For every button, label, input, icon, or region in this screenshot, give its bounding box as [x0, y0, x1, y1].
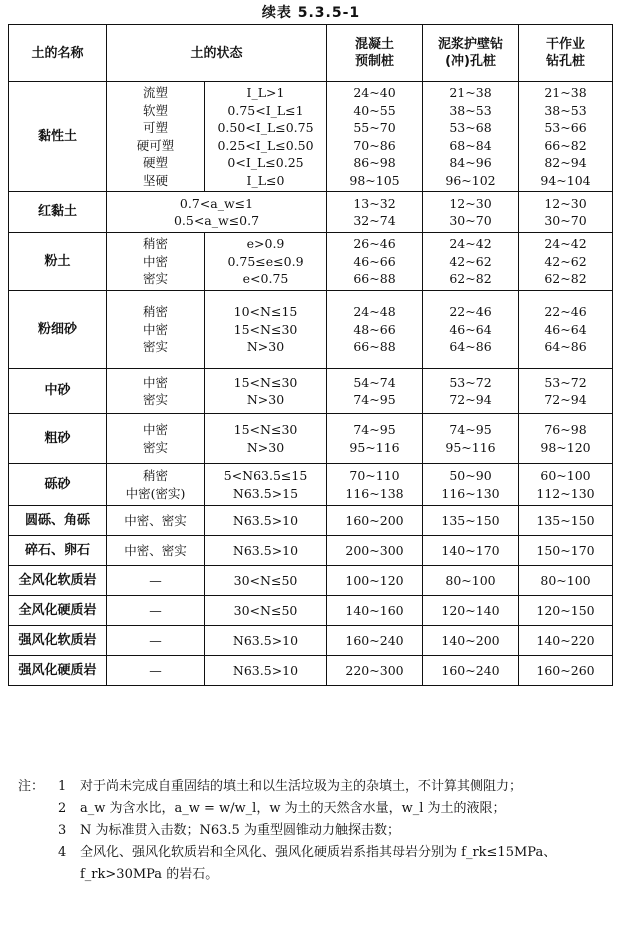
- slurry-value-cell-line: 72~94: [449, 392, 492, 407]
- slurry-value-cell: [423, 192, 519, 233]
- dry-value-cell-line: 53~66: [544, 120, 587, 135]
- soil-name-cell-line: 粉土: [44, 253, 71, 269]
- dry-value-cell-line: 72~94: [544, 392, 587, 407]
- dry-value-cell: [519, 596, 613, 626]
- soil-condition-cell-line: I_L>1: [246, 85, 285, 100]
- table-row: [9, 82, 613, 192]
- header-slurry-line-1: 泥浆护壁钻: [438, 37, 504, 52]
- note-item: [18, 842, 618, 886]
- soil-condition-cell-line: 0.5<a_w≤0.7: [173, 213, 260, 228]
- soil-condition-cell: [205, 369, 327, 414]
- precast-value-cell-line: 54~74: [353, 374, 396, 390]
- notes-section: [18, 776, 618, 886]
- soil-condition-cell-line: N>30: [246, 392, 285, 407]
- table-row: [9, 192, 613, 233]
- soil-name-cell-line: 全风化硬质岩: [18, 602, 97, 618]
- slurry-value-cell-line: 140~170: [441, 542, 500, 558]
- slurry-value-cell-line: 140~200: [441, 632, 500, 648]
- slurry-value-cell-line: 96~102: [445, 172, 496, 188]
- soil-state-cell-line: —: [149, 632, 162, 648]
- soil-state-cell-line: 中密、密实: [124, 542, 187, 558]
- soil-name-cell: [9, 626, 107, 656]
- data-table: [8, 24, 613, 686]
- dry-value-cell-line: 80~100: [540, 572, 591, 588]
- precast-value-cell-line: 24~40: [353, 85, 396, 100]
- soil-state-cell-line: 中密(密实): [125, 485, 186, 501]
- soil-state-cell: [107, 566, 205, 596]
- slurry-value-cell-line: 120~140: [441, 602, 500, 618]
- dry-value-cell-line: 21~38: [544, 85, 587, 100]
- precast-value-cell-line: 46~66: [353, 253, 396, 269]
- dry-value-cell: [519, 626, 613, 656]
- note-number: 3: [58, 823, 67, 838]
- precast-value-cell-line: 140~160: [345, 602, 404, 618]
- precast-value-cell: [327, 596, 423, 626]
- table-row: [9, 414, 613, 464]
- soil-state-cell: [107, 596, 205, 626]
- precast-value-cell-line: 26~46: [353, 236, 396, 252]
- table-row: [9, 233, 613, 291]
- soil-name-cell: [9, 506, 107, 536]
- slurry-value-cell-line: 64~86: [449, 339, 492, 355]
- dry-value-cell-line: 12~30: [544, 195, 587, 211]
- dry-value-cell: [519, 566, 613, 596]
- soil-state-cell-line: 稍密: [142, 236, 168, 252]
- soil-condition-cell-line: I_L≤0: [246, 172, 285, 188]
- soil-condition-cell: [205, 506, 327, 536]
- soil-name-cell-line: 强风化硬质岩: [18, 662, 97, 678]
- soil-state-cell-line: 密实: [142, 392, 168, 407]
- soil-condition-cell-line: 0<I_L≤0.25: [227, 155, 304, 170]
- soil-state-cell-line: 软塑: [142, 102, 168, 118]
- header-soil-name: 土的名称: [9, 25, 107, 82]
- soil-condition-cell-line: N63.5>10: [232, 512, 299, 528]
- table-row: [9, 536, 613, 566]
- table-row: [9, 291, 613, 369]
- precast-value-cell-line: 66~88: [353, 271, 396, 287]
- soil-condition-cell-line: 30<N≤50: [233, 602, 298, 618]
- soil-condition-cell: [205, 536, 327, 566]
- slurry-value-cell-line: 38~53: [449, 102, 492, 118]
- soil-name-cell: [9, 566, 107, 596]
- soil-name-cell: [9, 464, 107, 506]
- soil-state-cell-line: 流塑: [142, 85, 168, 100]
- soil-state-cell-line: 密实: [142, 271, 168, 287]
- soil-name-cell: [9, 656, 107, 686]
- header-slurry-line-2: (冲)孔桩: [445, 54, 496, 69]
- soil-condition-cell-line: e>0.9: [246, 236, 285, 252]
- soil-state-cell-line: 密实: [142, 339, 168, 355]
- slurry-value-cell: [423, 464, 519, 506]
- soil-condition-cell-line: N>30: [246, 339, 285, 355]
- dry-value-cell: [519, 536, 613, 566]
- slurry-value-cell-line: 68~84: [449, 137, 492, 153]
- soil-name-cell-line: 中砂: [44, 383, 71, 399]
- soil-name-cell: [9, 192, 107, 233]
- soil-condition-cell: [107, 192, 327, 233]
- precast-value-cell-line: 48~66: [353, 321, 396, 337]
- soil-name-cell: [9, 233, 107, 291]
- dry-value-cell: [519, 369, 613, 414]
- slurry-value-cell-line: 53~72: [449, 374, 492, 390]
- note-text: N 为标准贯入击数；N63.5 为重型圆锥动力触探击数；: [80, 823, 400, 838]
- soil-condition-cell-line: 0.75<I_L≤1: [227, 102, 304, 118]
- dry-value-cell: [519, 291, 613, 369]
- soil-name-cell-line: 粉细砂: [37, 321, 77, 337]
- soil-state-cell-line: 坚硬: [142, 172, 168, 188]
- note-item: [18, 798, 618, 820]
- soil-condition-cell-line: 30<N≤50: [233, 572, 298, 588]
- precast-value-cell: [327, 291, 423, 369]
- soil-condition-cell: [205, 464, 327, 506]
- slurry-value-cell-line: 53~68: [449, 120, 492, 135]
- soil-condition-cell-line: 0.7<a_w≤1: [179, 195, 254, 211]
- soil-state-cell: [107, 656, 205, 686]
- precast-value-cell: [327, 82, 423, 192]
- dry-value-cell-line: 53~72: [544, 374, 587, 390]
- soil-condition-cell-line: N63.5>15: [232, 485, 299, 501]
- soil-name-cell-line: 碎石、卵石: [24, 542, 90, 558]
- precast-value-cell-line: 32~74: [353, 213, 396, 228]
- soil-condition-cell-line: 5<N63.5≤15: [223, 468, 308, 483]
- soil-name-cell-line: 粗砂: [44, 430, 71, 446]
- dry-value-cell: [519, 656, 613, 686]
- header-dry-pile: [519, 25, 613, 82]
- soil-state-cell-line: —: [149, 572, 162, 588]
- soil-name-cell-line: 红黏土: [37, 204, 77, 220]
- soil-state-cell-line: 中密、密实: [124, 512, 187, 528]
- slurry-value-cell-line: 22~46: [449, 304, 492, 320]
- soil-state-cell: [107, 414, 205, 464]
- slurry-value-cell: [423, 656, 519, 686]
- precast-value-cell: [327, 369, 423, 414]
- precast-value-cell-line: 55~70: [353, 120, 396, 135]
- soil-state-cell-line: 稍密: [142, 468, 168, 483]
- slurry-value-cell-line: 74~95: [449, 422, 492, 437]
- table-row: [9, 596, 613, 626]
- soil-condition-cell-line: N63.5>10: [232, 662, 299, 678]
- soil-name-cell-line: 全风化软质岩: [18, 572, 97, 588]
- note-number: 4: [58, 845, 67, 860]
- dry-value-cell-line: 24~42: [544, 236, 587, 252]
- soil-state-cell-line: —: [149, 662, 162, 678]
- slurry-value-cell-line: 21~38: [449, 85, 492, 100]
- soil-condition-cell-line: 10<N≤15: [233, 304, 298, 320]
- soil-condition-cell: [205, 596, 327, 626]
- notes-label: 注：: [18, 779, 45, 794]
- table-row: [9, 656, 613, 686]
- slurry-value-cell-line: 62~82: [449, 271, 492, 287]
- dry-value-cell-line: 82~94: [544, 155, 587, 170]
- header-row: [9, 25, 613, 82]
- note-text: 全风化、强风化软质岩和全风化、强风化硬质岩系指其母岩分别为 f_rk≤15MPa、f_rk>30MPa 的岩石。: [80, 845, 557, 882]
- precast-value-cell-line: 160~240: [345, 632, 404, 648]
- dry-value-cell-line: 140~220: [536, 632, 595, 648]
- dry-value-cell-line: 42~62: [544, 253, 587, 269]
- slurry-value-cell: [423, 536, 519, 566]
- slurry-value-cell: [423, 414, 519, 464]
- dry-value-cell-line: 112~130: [536, 485, 595, 501]
- precast-value-cell: [327, 566, 423, 596]
- soil-name-cell: [9, 596, 107, 626]
- slurry-value-cell-line: 95~116: [445, 439, 496, 455]
- soil-state-cell-line: 中密: [142, 374, 168, 390]
- slurry-value-cell-line: 30~70: [449, 213, 492, 228]
- dry-value-cell-line: 60~100: [540, 468, 591, 483]
- dry-value-cell: [519, 506, 613, 536]
- precast-value-cell-line: 13~32: [353, 195, 396, 211]
- soil-condition-cell: [205, 626, 327, 656]
- note-item: [18, 776, 618, 798]
- soil-condition-cell-line: 0.50<I_L≤0.75: [217, 120, 314, 135]
- dry-value-cell-line: 120~150: [536, 602, 595, 618]
- precast-value-cell-line: 24~48: [353, 304, 396, 320]
- precast-value-cell-line: 95~116: [349, 439, 400, 455]
- soil-state-cell: [107, 464, 205, 506]
- precast-value-cell-line: 160~200: [345, 512, 404, 528]
- precast-value-cell: [327, 233, 423, 291]
- soil-name-cell-line: 强风化软质岩: [18, 632, 97, 648]
- dry-value-cell: [519, 192, 613, 233]
- soil-state-cell: [107, 233, 205, 291]
- precast-value-cell: [327, 506, 423, 536]
- soil-condition-cell: [205, 414, 327, 464]
- dry-value-cell-line: 135~150: [536, 512, 595, 528]
- dry-value-cell: [519, 233, 613, 291]
- soil-state-cell: [107, 291, 205, 369]
- soil-state-cell-line: —: [149, 602, 162, 618]
- precast-value-cell-line: 220~300: [345, 662, 404, 678]
- dry-value-cell: [519, 464, 613, 506]
- note-number: 2: [58, 801, 67, 816]
- header-dry-line-1: 干作业: [546, 37, 586, 52]
- soil-state-cell-line: 密实: [142, 439, 168, 455]
- soil-state-cell-line: 稍密: [142, 304, 168, 320]
- soil-name-cell: [9, 536, 107, 566]
- precast-value-cell: [327, 536, 423, 566]
- dry-value-cell-line: 66~82: [544, 137, 587, 153]
- note-number: 1: [58, 779, 67, 794]
- soil-name-cell-line: 圆砾、角砾: [24, 512, 90, 528]
- precast-value-cell-line: 200~300: [345, 542, 404, 558]
- soil-state-cell-line: 中密: [142, 422, 168, 437]
- slurry-value-cell: [423, 566, 519, 596]
- soil-state-cell-line: 硬塑: [142, 155, 168, 170]
- slurry-value-cell-line: 24~42: [449, 236, 492, 252]
- soil-name-cell-line: 黏性土: [37, 128, 77, 144]
- table-caption: 续表 5.3.5-1: [261, 5, 361, 21]
- slurry-value-cell: [423, 291, 519, 369]
- slurry-value-cell: [423, 82, 519, 192]
- slurry-value-cell: [423, 369, 519, 414]
- precast-value-cell: [327, 464, 423, 506]
- soil-state-cell-line: 可塑: [142, 120, 168, 135]
- precast-value-cell: [327, 414, 423, 464]
- soil-state-cell-line: 硬可塑: [136, 137, 175, 153]
- soil-condition-cell-line: 15<N≤30: [233, 321, 298, 337]
- soil-condition-cell: [205, 566, 327, 596]
- soil-condition-cell-line: 0.25<I_L≤0.50: [217, 137, 314, 153]
- precast-value-cell-line: 40~55: [353, 102, 396, 118]
- precast-value-cell-line: 100~120: [345, 572, 404, 588]
- soil-condition-cell-line: N63.5>10: [232, 542, 299, 558]
- note-text: 对于尚未完成自重固结的填土和以生活垃圾为主的杂填土，不计算其侧阻力；: [80, 779, 523, 794]
- header-precast-line-1: 混凝土: [355, 37, 395, 52]
- header-precast-pile: [327, 25, 423, 82]
- slurry-value-cell: [423, 626, 519, 656]
- soil-name-cell: [9, 414, 107, 464]
- precast-value-cell: [327, 656, 423, 686]
- slurry-value-cell-line: 12~30: [449, 195, 492, 211]
- slurry-value-cell-line: 80~100: [445, 572, 496, 588]
- soil-condition-cell-line: 0.75≤e≤0.9: [227, 253, 304, 269]
- dry-value-cell-line: 98~120: [540, 439, 591, 455]
- soil-state-cell: [107, 536, 205, 566]
- note-item: [18, 820, 618, 842]
- dry-value-cell-line: 76~98: [544, 422, 587, 437]
- dry-value-cell-line: 160~260: [536, 662, 595, 678]
- slurry-value-cell: [423, 506, 519, 536]
- slurry-value-cell-line: 84~96: [449, 155, 492, 170]
- header-dry-line-2: 钻孔桩: [546, 54, 586, 69]
- header-slurry-pile: [423, 25, 519, 82]
- soil-condition-cell-line: N>30: [246, 439, 285, 455]
- soil-state-cell: [107, 626, 205, 656]
- slurry-value-cell: [423, 596, 519, 626]
- soil-state-cell-line: 中密: [142, 321, 168, 337]
- table-row: [9, 369, 613, 414]
- table-row: [9, 464, 613, 506]
- table-row: [9, 566, 613, 596]
- dry-value-cell-line: 62~82: [544, 271, 587, 287]
- precast-value-cell: [327, 626, 423, 656]
- soil-condition-cell-line: 15<N≤30: [233, 422, 298, 437]
- soil-state-cell: [107, 369, 205, 414]
- precast-value-cell-line: 86~98: [353, 155, 396, 170]
- soil-condition-cell: [205, 656, 327, 686]
- slurry-value-cell: [423, 233, 519, 291]
- table-row: [9, 506, 613, 536]
- soil-condition-cell-line: 15<N≤30: [233, 374, 298, 390]
- precast-value-cell-line: 98~105: [349, 172, 400, 188]
- slurry-value-cell-line: 135~150: [441, 512, 500, 528]
- note-text: a_w 为含水比，a_w = w/w_l，w 为土的天然含水量，w_l 为土的液限；: [80, 801, 506, 816]
- slurry-value-cell-line: 160~240: [441, 662, 500, 678]
- dry-value-cell-line: 94~104: [540, 172, 591, 188]
- dry-value-cell-line: 150~170: [536, 542, 595, 558]
- table-row: [9, 626, 613, 656]
- slurry-value-cell-line: 116~130: [441, 485, 500, 501]
- soil-condition-cell: [205, 82, 327, 192]
- soil-state-cell: [107, 82, 205, 192]
- dry-value-cell-line: 22~46: [544, 304, 587, 320]
- slurry-value-cell-line: 46~64: [449, 321, 492, 337]
- soil-name-cell: [9, 369, 107, 414]
- precast-value-cell-line: 74~95: [353, 422, 396, 437]
- slurry-value-cell-line: 42~62: [449, 253, 492, 269]
- header-precast-line-2: 预制桩: [355, 54, 395, 69]
- soil-condition-cell: [205, 233, 327, 291]
- dry-value-cell-line: 64~86: [544, 339, 587, 355]
- soil-condition-cell-line: e<0.75: [242, 271, 289, 287]
- dry-value-cell: [519, 82, 613, 192]
- precast-value-cell: [327, 192, 423, 233]
- soil-state-cell: [107, 506, 205, 536]
- soil-state-cell-line: 中密: [142, 253, 168, 269]
- precast-value-cell-line: 116~138: [345, 485, 404, 501]
- soil-name-cell: [9, 291, 107, 369]
- slurry-value-cell-line: 50~90: [449, 468, 492, 483]
- soil-condition-cell: [205, 291, 327, 369]
- dry-value-cell: [519, 414, 613, 464]
- dry-value-cell-line: 46~64: [544, 321, 587, 337]
- soil-name-cell: [9, 82, 107, 192]
- precast-value-cell-line: 70~110: [349, 468, 400, 483]
- dry-value-cell-line: 30~70: [544, 213, 587, 228]
- header-soil-state: 土的状态: [107, 25, 327, 82]
- dry-value-cell-line: 38~53: [544, 102, 587, 118]
- soil-condition-cell-line: N63.5>10: [232, 632, 299, 648]
- soil-name-cell-line: 砾砂: [44, 476, 71, 492]
- precast-value-cell-line: 74~95: [353, 392, 396, 407]
- precast-value-cell-line: 66~88: [353, 339, 396, 355]
- precast-value-cell-line: 70~86: [353, 137, 396, 153]
